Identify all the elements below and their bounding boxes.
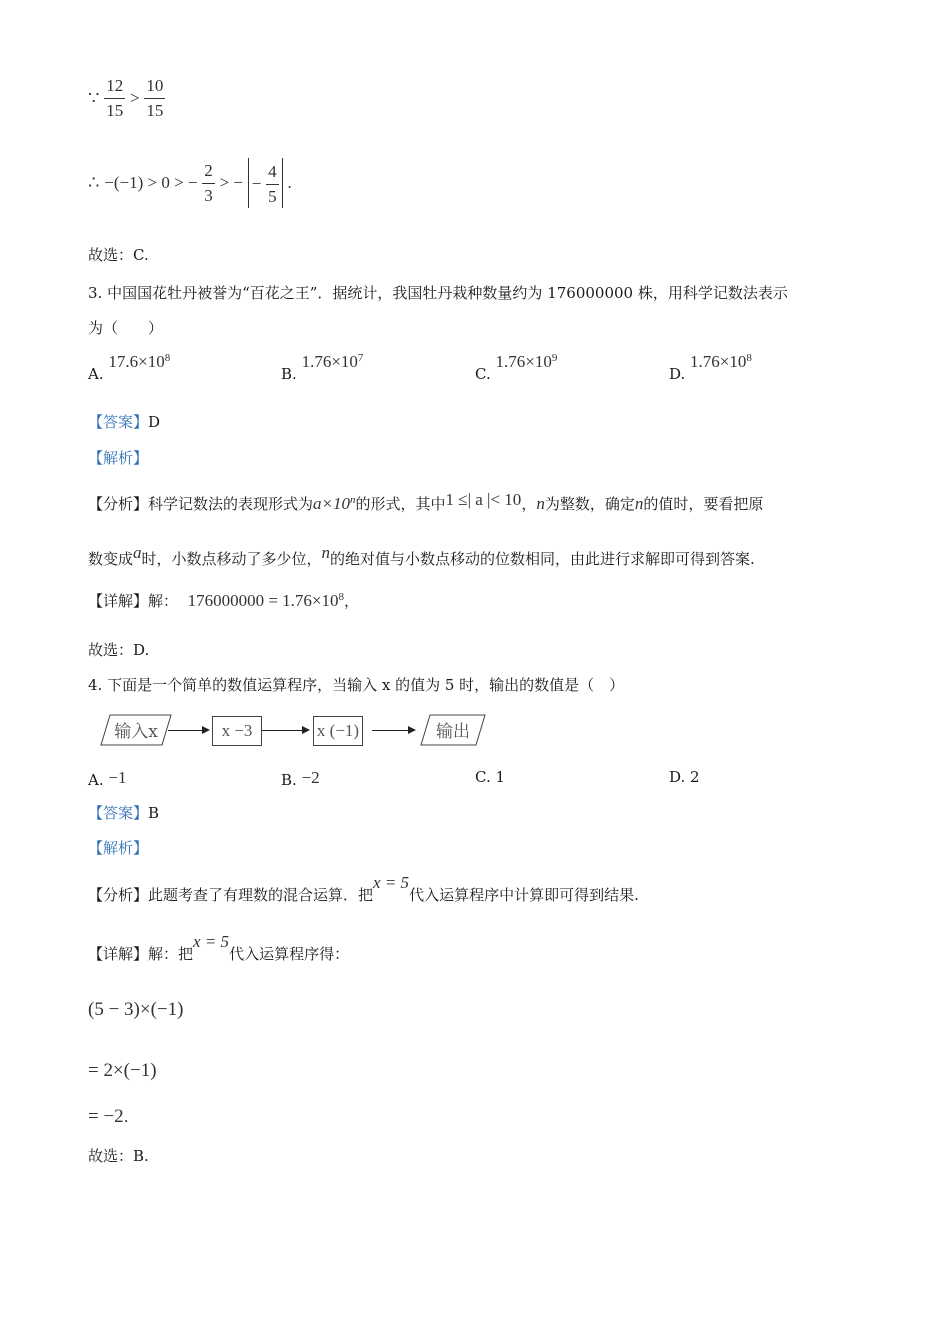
fenxi-n: n <box>536 494 545 513</box>
flow-output-label: 输出 <box>436 722 470 742</box>
answer-value: D <box>148 413 161 431</box>
q3-option-c[interactable] <box>475 352 557 383</box>
option-exponent: 9 <box>551 352 558 364</box>
flow-step1-box: x −3 <box>212 716 262 746</box>
detail-text: 解：把 <box>148 945 194 963</box>
option-value: 17.6×10 <box>108 352 165 371</box>
chain-mid: > − <box>219 173 243 192</box>
detail-text: ， <box>344 592 360 610</box>
fenxi-text: 的值时，要看把原 <box>643 495 764 513</box>
q3-option-a[interactable] <box>88 352 170 383</box>
option-label: A. <box>88 771 104 789</box>
q3-fenxi-line2 <box>88 543 755 569</box>
fenxi-expr-exp: n <box>350 494 356 506</box>
fenxi-text: 为整数，确定 <box>544 495 635 513</box>
q2-choice: 故选：C. <box>88 246 149 264</box>
option-label: B. <box>281 365 297 383</box>
q4-analysis-tag: 【解析】 <box>88 839 149 857</box>
detail-text: 代入运算程序得： <box>229 945 350 963</box>
abs-minus: − <box>251 174 262 193</box>
detail-tag: 【详解】 <box>88 945 149 963</box>
fraction-2-3: $\frac{2}{3}$ <box>204 160 213 205</box>
option-label: D. <box>669 365 686 383</box>
because-line <box>88 74 165 123</box>
q3-option-b[interactable] <box>281 352 363 383</box>
option-value: 1.76×10 <box>495 352 552 371</box>
step3-expr: = −2 <box>88 1106 124 1127</box>
option-label: C. <box>475 365 491 383</box>
q4-answer <box>88 802 159 823</box>
q4-fenxi <box>88 873 639 905</box>
fenxi-text: 的绝对值与小数点移动的位数相同，由此进行求解即可得到答案. <box>330 550 755 568</box>
fraction-4-5: $\frac{4}{5}$ <box>268 161 277 206</box>
q3-choice: 故选：D. <box>88 641 150 659</box>
q4-step3 <box>88 1106 128 1128</box>
option-exponent: 7 <box>357 352 364 364</box>
fenxi-text: 的形式，其中 <box>355 495 446 513</box>
option-value: 1.76×10 <box>690 352 747 371</box>
absolute-value <box>248 158 283 208</box>
fenxi-text: 科学记数法的表现形式为 <box>148 495 314 513</box>
detail-expr: 176000000 = 1.76×10 <box>187 591 339 610</box>
fenxi-text: 数变成 <box>88 550 134 568</box>
q3-detail <box>88 590 359 611</box>
option-value: 1.76×10 <box>301 352 358 371</box>
q4-option-d[interactable] <box>669 768 700 786</box>
fraction-10-15: $\frac{10}{15}$ <box>146 76 164 120</box>
fenxi-tag: 【分析】 <box>88 886 149 904</box>
flow-output-box <box>420 714 486 744</box>
arrow-icon <box>168 730 208 731</box>
q3-analysis-tag: 【解析】 <box>88 449 149 467</box>
fenxi-text: 代入运算程序中计算即可得到结果. <box>409 886 639 904</box>
detail-exp: 8 <box>338 591 345 603</box>
q4-stem: 4. 下面是一个简单的数值运算程序，当输入 x 的值为 5 时，输出的数值是（ ） <box>88 676 625 694</box>
fraction-12-15: $\frac{12}{15}$ <box>106 76 124 120</box>
answer-tag: 【答案】 <box>88 804 149 822</box>
answer-tag: 【答案】 <box>88 413 149 431</box>
arrow-icon <box>262 730 308 731</box>
fenxi-n: n <box>321 543 331 562</box>
fenxi-expr: a×10 <box>313 494 351 513</box>
q3-answer <box>88 411 160 432</box>
option-exponent: 8 <box>164 352 171 364</box>
detail-text: 解： <box>148 592 179 610</box>
option-value: −2 <box>301 768 320 787</box>
q3-stem-line1: 3. 中国国花牡丹被誉为“百花之王”．据统计，我国牡丹栽种数量约为 176000000 株，用科学记数法表示 <box>88 284 788 302</box>
greater-than: > <box>130 88 140 108</box>
option-label: A. <box>88 365 104 383</box>
fenxi-text: 此题考查了有理数的混合运算．把 <box>148 886 374 904</box>
fenxi-expr: x = 5 <box>373 873 410 892</box>
chain-end: . <box>287 173 292 192</box>
therefore-line <box>88 158 292 208</box>
q4-option-c[interactable] <box>475 768 505 786</box>
q3-fenxi-line1 <box>88 490 763 514</box>
fenxi-text: 时，小数点移动了多少位， <box>141 550 322 568</box>
q4-step1: (5 − 3)×(−1) <box>88 999 184 1020</box>
fenxi-range: 1 ≤| a |< 10 <box>445 490 522 509</box>
q4-option-a[interactable] <box>88 768 126 789</box>
q3-option-d[interactable] <box>669 352 752 383</box>
answer-value: B <box>148 804 160 822</box>
option-label: D. <box>669 768 686 786</box>
flow-input-box <box>100 714 172 744</box>
fenxi-tag: 【分析】 <box>88 495 149 513</box>
flow-input-label: 输入x <box>114 722 158 742</box>
q4-step2: = 2×(−1) <box>88 1060 157 1081</box>
q4-choice: 故选：B. <box>88 1147 149 1165</box>
q3-stem-line2: 为（ ） <box>88 319 164 337</box>
because-symbol: ∵ <box>88 88 100 108</box>
fenxi-n: n <box>634 494 644 513</box>
therefore-symbol: ∴ <box>88 172 100 193</box>
detail-expr: x = 5 <box>193 932 230 951</box>
option-label: B. <box>281 771 297 789</box>
option-value: 1 <box>495 768 506 786</box>
chain-left: −(−1) > 0 > − <box>104 173 198 192</box>
q4-option-b[interactable] <box>281 768 320 789</box>
fenxi-text: ， <box>521 495 537 513</box>
option-value: −1 <box>108 768 127 787</box>
option-value: 2 <box>690 768 700 786</box>
fenxi-a: a <box>133 543 142 562</box>
arrow-icon <box>372 730 414 731</box>
flow-step2-box: x (−1) <box>313 716 363 746</box>
step3-end: . <box>123 1108 129 1126</box>
detail-tag: 【详解】 <box>88 592 149 610</box>
option-exponent: 8 <box>746 352 752 364</box>
option-label: C. <box>475 768 491 786</box>
q4-detail <box>88 932 350 964</box>
